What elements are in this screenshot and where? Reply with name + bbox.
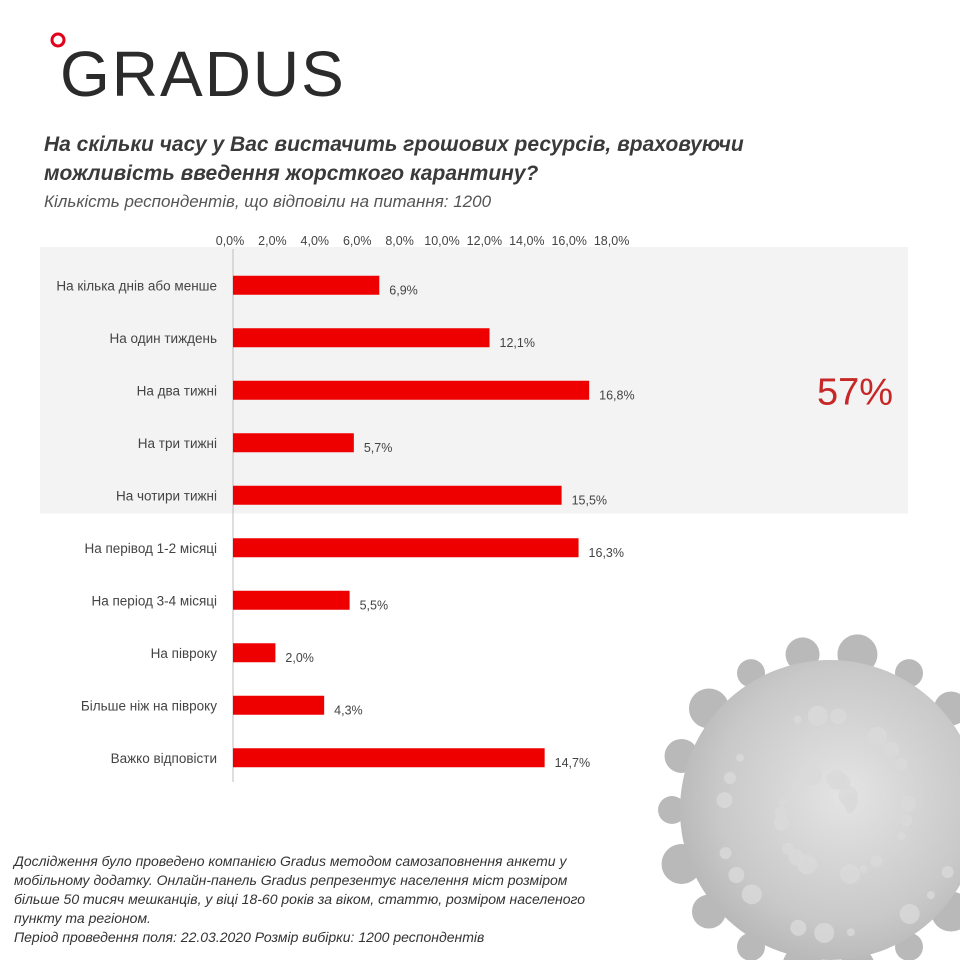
x-tick-label: 10,0% — [424, 234, 460, 248]
category-label: На два тижні — [136, 383, 217, 399]
bar-value-label: 2,0% — [285, 650, 314, 665]
x-axis-ticks — [216, 234, 630, 248]
bar-value-label: 12,1% — [499, 335, 535, 350]
x-tick-label: 2,0% — [258, 234, 287, 248]
category-label: На чотири тижні — [116, 488, 217, 504]
category-label: Важко відповісти — [110, 750, 217, 766]
bar — [233, 696, 324, 715]
methodology-footnote — [14, 852, 614, 947]
gradus-logo — [48, 28, 368, 108]
category-label: На кілька днів або менше — [56, 278, 217, 294]
bar-value-label: 16,3% — [588, 545, 625, 560]
highlight-percent: 57% — [816, 371, 894, 414]
logo-text: GRADUS — [60, 38, 346, 108]
question-title: На скільки часу у Вас вистачить грошових ресурсів, враховуючи можливість введення жорсткого карантину? — [44, 133, 744, 185]
x-tick-label: 8,0% — [385, 234, 414, 248]
bar — [233, 643, 275, 662]
bar — [233, 748, 545, 767]
x-tick-label: 16,0% — [551, 234, 587, 248]
bar-value-label: 5,5% — [359, 598, 389, 613]
x-tick-label: 18,0% — [593, 234, 630, 248]
x-tick-label: 12,0% — [466, 234, 503, 248]
question-subtitle: Кількість респондентів, що відповіли на питання: 1200 — [44, 192, 492, 211]
x-tick-label: 14,0% — [509, 234, 545, 248]
coronavirus-illustration — [640, 600, 960, 960]
bar-value-label: 14,7% — [554, 755, 591, 770]
bar — [233, 433, 354, 452]
bar — [233, 591, 350, 610]
category-label: На період 3-4 місяці — [91, 593, 217, 609]
bar-value-label: 15,5% — [571, 493, 608, 508]
x-tick-label: 4,0% — [300, 234, 330, 248]
bar-value-label: 6,9% — [389, 283, 418, 298]
bar — [233, 276, 379, 295]
bar — [233, 381, 589, 400]
category-label: Більше ніж на півроку — [80, 698, 217, 714]
category-label: На перівод 1-2 місяці — [84, 540, 217, 556]
bar-value-label: 5,7% — [363, 440, 393, 455]
footnote-methodology: Дослідження було проведено компанією Gradus методом самозаповнення анкети у мобільному додатку. Онлайн-панель Gradus репрезентує населення міст розміром більше 50 тисяч мешканців, у віці 18-60 років за віком, статтю, розміром населеного пункту та регіоном. — [14, 853, 586, 926]
bar — [233, 538, 579, 557]
category-label: На три тижні — [137, 435, 217, 451]
bar — [233, 328, 490, 347]
bar — [233, 486, 562, 505]
category-label: На півроку — [150, 645, 217, 661]
x-tick-label: 0,0% — [215, 234, 245, 248]
x-tick-label: 6,0% — [342, 234, 372, 248]
category-label: На один тиждень — [109, 330, 217, 346]
footnote-period: Період проведення поля: 22.03.2020 Розмір вибірки: 1200 респондентів — [14, 929, 485, 945]
bar-value-label: 4,3% — [334, 703, 363, 718]
bar-value-label: 16,8% — [599, 388, 635, 403]
